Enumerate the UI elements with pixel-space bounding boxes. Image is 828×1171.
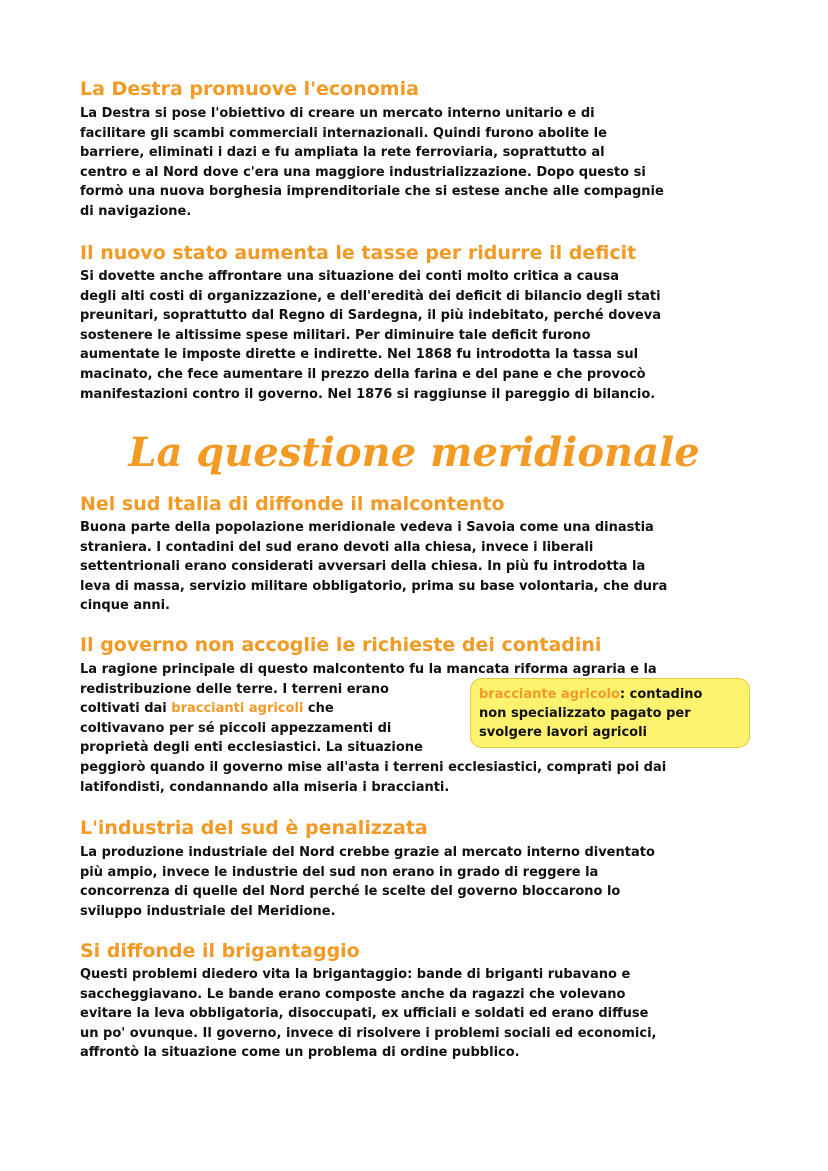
heading-destra-economia: La Destra promuove l'economia: [80, 78, 419, 100]
paragraph-destra-economia: La Destra si pose l'obiettivo di creare un mercato interno unitario e di facilitare gli scambi commerciali internazionali. Quindi furono abolite le barriere, eliminati i dazi e fu ampliata la rete ferroviaria, soprattutto al centro e al Nord dove c'era una maggiore industrializzazione. Dopo questo si formò una nuova borghesia imprenditoriale che si estese anche alle compagnie di navigazione.: [80, 106, 664, 219]
heading-industria-sud: L'industria del sud è penalizzata: [80, 817, 428, 839]
paragraph-tasse-deficit: Si dovette anche affrontare una situazione dei conti molto critica a causa degli alti costi di organizzazione, e dell'eredità dei deficit di bilancio degli stati preunitari, soprattutto dal Regno di Sardegna, il più indebitato, perché doveva sostenere le altissime spese militari. Per diminuire tale deficit furono aumentate le imposte dirette e indirette. Nel 1868 fu introdotta la tassa sul macinato, che fece aumentare il prezzo della farina e del pane e che provocò manifestazioni contro il governo. Nel 1876 si raggiunse il pareggio di bilancio.: [80, 269, 661, 402]
heading-tasse-deficit: Il nuovo stato aumenta le tasse per ridurre il deficit: [80, 242, 637, 264]
paragraph-brigantaggio: Questi problemi diedero vita la brigantaggio: bande di briganti rubavano e saccheggiavano. Le bande erano composte anche da ragazzi che volevano evitare la leva obbligatoria, disoccupati, ex ufficiali e soldati ed erano diffuse un po' ovunque. Il governo, invece di risolvere i problemi sociali ed economici, affrontò la situazione come un problema di ordine pubblico.: [80, 967, 657, 1061]
heading-brigantaggio: Si diffonde il brigantaggio: [80, 940, 360, 962]
page-title: La questione meridionale: [128, 429, 700, 476]
paragraph-industria-sud: La produzione industriale del Nord crebbe grazie al mercato interno diventato più ampio, invece le industrie del sud non erano in grado di reggere la concorrenza di quelle del Nord perché le scelte del governo bloccarono lo sviluppo industriale del Meridione.: [80, 845, 655, 919]
heading-contadini: Il governo non accoglie le richieste dei contadini: [80, 634, 602, 656]
paragraph-contadini-part1: La ragione principale di questo malcontento fu la mancata riforma agraria e la redistribuzione delle terre. I terreni erano coltivati dai: [80, 662, 657, 717]
highlight-braccianti: braccianti agricoli: [171, 701, 304, 717]
paragraph-contadini-part2: che coltivavano per sé piccoli appezzamenti di proprietà degli enti ecclesiastici. La situazione peggiorò quando il governo mise all'asta i terreni ecclesiastici, comprati poi dai latifondisti, condannando alla miseria i braccianti.: [80, 701, 667, 795]
heading-malcontento: Nel sud Italia di diffonde il malcontento: [80, 493, 505, 515]
definition-note: [470, 678, 750, 748]
note-definition: : contadino non specializzato pagato per svolgere lavori agricoli: [479, 687, 703, 740]
paragraph-malcontento: Buona parte della popolazione meridionale vedeva i Savoia come una dinastia straniera. I contadini del sud erano devoti alla chiesa, invece i liberali settentrionali erano considerati avversari della chiesa. In più fu introdotta la leva di massa, servizio militare obbligatorio, prima su base volontaria, che dura cinque anni.: [80, 520, 668, 614]
note-term: bracciante agricolo: [479, 687, 620, 702]
